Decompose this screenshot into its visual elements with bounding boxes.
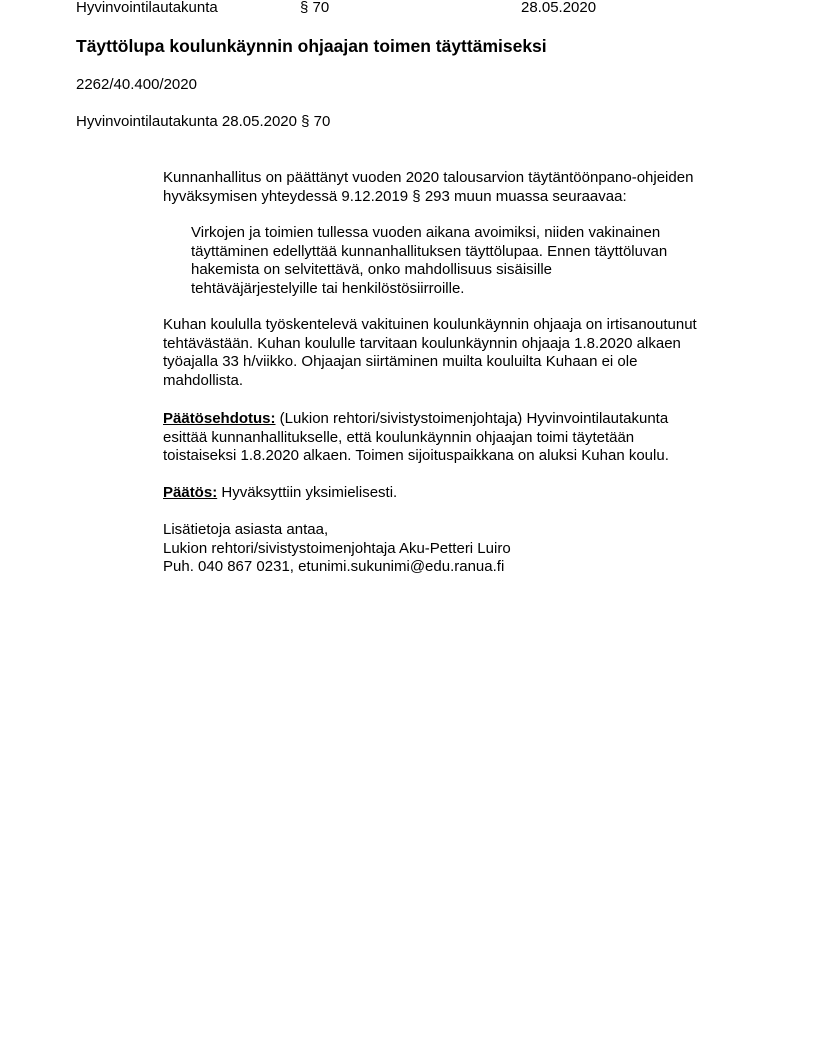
text-line: hyväksymisen yhteydessä 9.12.2019 § 293 muun muassa seuraavaa: [163, 187, 627, 205]
decision-proposal [163, 410, 669, 466]
decision-text: Hyväksyttiin yksimielisesti. [217, 484, 398, 501]
header-section: § 70 [300, 0, 330, 16]
text-line: Kuhan koululla työskentelevä vakituinen koulunkäynnin ohjaaja on irtisanoutunut [163, 316, 697, 333]
document-title: Täyttölupa koulunkäynnin ohjaajan toimen täyttämiseksi [76, 36, 547, 56]
reference-number: 2262/40.400/2020 [76, 76, 197, 93]
text-line: tehtäväjärjestelyille tai henkilöstösiirroille. [191, 279, 465, 297]
text-line: Virkojen ja toimien tullessa vuoden aikana avoimiksi, niiden vakinainen [191, 224, 661, 241]
text-line: hakemista on selvitettävä, onko mahdollisuus sisäisille [191, 261, 553, 278]
quoted-instruction [191, 224, 667, 298]
text-line: (Lukion rehtori/sivistystoimenjohtaja) Hyvinvointilautakunta [275, 410, 669, 427]
text-line: toistaiseksi 1.8.2020 alkaen. Toimen sijoituspaikkana on aluksi Kuhan koulu. [163, 447, 669, 464]
contact-info [163, 521, 511, 577]
text-line: täyttäminen edellyttää kunnanhallituksen täyttölupaa. Ennen täyttöluvan [191, 242, 668, 260]
header-date: 28.05.2020 [521, 0, 597, 16]
text-line: tehtävästään. Kuhan koululle tarvitaan koulunkäynnin ohjaaja 1.8.2020 alkaen [163, 334, 681, 352]
text-line: Kunnanhallitus on päättänyt vuoden 2020 talousarvion täytäntöönpano-ohjeiden [163, 169, 694, 186]
text-line: työajalla 33 h/viikko. Ohjaajan siirtäminen muilta kouluilta Kuhaan ei ole [163, 353, 638, 370]
text-line: mahdollista. [163, 371, 244, 389]
text-line: esittää kunnanhallitukselle, että koulunkäynnin ohjaajan toimi täytetään [163, 428, 635, 446]
text-line: Lisätietoja asiasta antaa, [163, 521, 329, 538]
meeting-reference: Hyvinvointilautakunta 28.05.2020 § 70 [76, 113, 331, 130]
header-body: Hyvinvointilautakunta [76, 0, 218, 16]
paragraph-situation [163, 316, 697, 390]
proposal-label: Päätösehdotus: [163, 410, 276, 427]
text-line: Puh. 040 867 0231, etunimi.sukunimi@edu.ranua.fi [163, 558, 505, 575]
paragraph-background [163, 169, 693, 206]
decision [163, 484, 397, 503]
text-line: Lukion rehtori/sivistystoimenjohtaja Aku-Petteri Luiro [163, 539, 511, 557]
decision-label: Päätös: [163, 484, 218, 501]
